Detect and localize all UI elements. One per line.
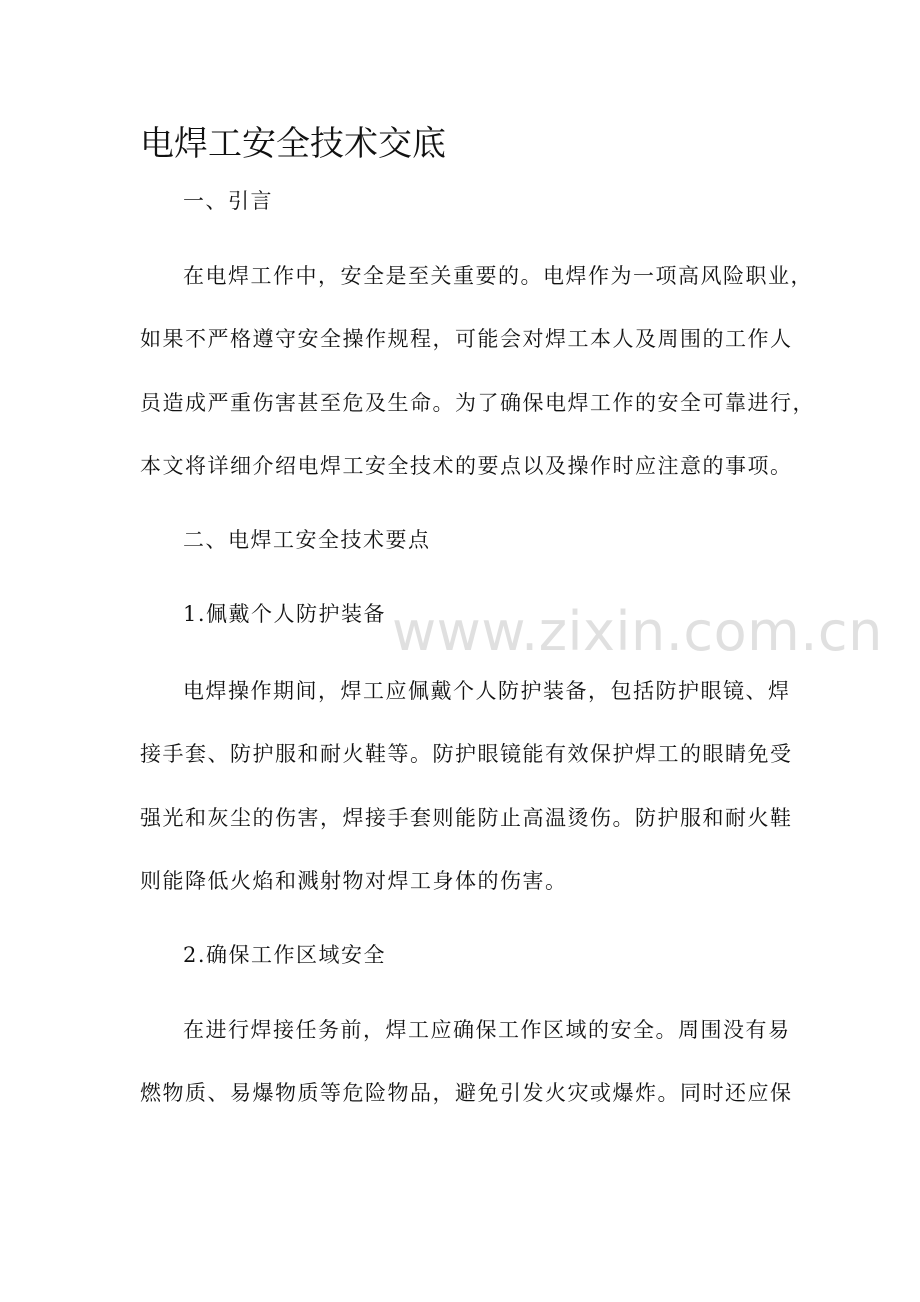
paragraph-line: 员造成严重伤害甚至危及生命。为了确保电焊工作的安全可靠进行， — [140, 391, 815, 415]
section-heading-intro: 一、引言 — [183, 189, 273, 213]
paragraph-line: 在进行焊接任务前，焊工应确保工作区域的安全。周围没有易 — [183, 1018, 791, 1042]
subsection-heading-work-area: 2.确保工作区域安全 — [183, 943, 387, 967]
paragraph-line: 本文将详细介绍电焊工安全技术的要点以及操作时应注意的事项。 — [140, 454, 793, 478]
paragraph-line: 燃物质、易爆物质等危险物品，避免引发火灾或爆炸。同时还应保 — [140, 1081, 793, 1105]
paragraph-line: 在电焊工作中，安全是至关重要的。电焊作为一项高风险职业， — [183, 264, 813, 288]
paragraph-line: 则能降低火焰和溅射物对焊工身体的伤害。 — [140, 869, 568, 893]
page-title: 电焊工安全技术交底 — [140, 124, 446, 164]
paragraph-line: 强光和灰尘的伤害，焊接手套则能防止高温烫伤。防护服和耐火鞋 — [140, 806, 793, 830]
watermark: www.zixin.com.cn — [392, 600, 883, 663]
paragraph-line: 电焊操作期间，焊工应佩戴个人防护装备，包括防护眼镜、焊 — [183, 679, 791, 703]
subsection-heading-ppe: 1.佩戴个人防护装备 — [183, 602, 387, 626]
paragraph-line: 接手套、防护服和耐火鞋等。防护眼镜能有效保护焊工的眼睛免受 — [140, 742, 793, 766]
section-heading-key-points: 二、电焊工安全技术要点 — [183, 528, 431, 552]
paragraph-line: 如果不严格遵守安全操作规程，可能会对焊工本人及周围的工作人 — [140, 327, 793, 351]
